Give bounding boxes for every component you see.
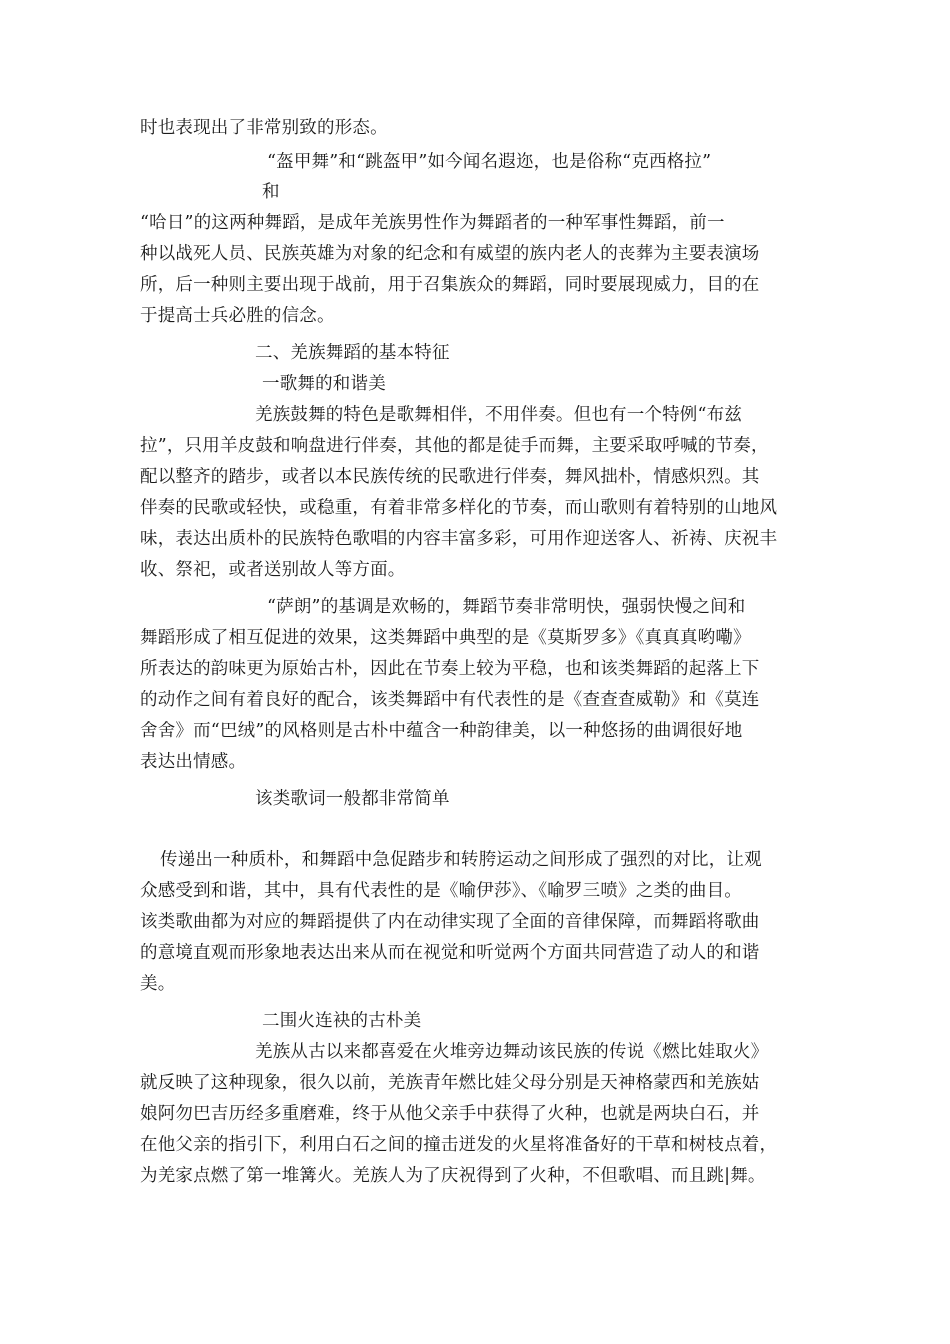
text-line: 传递出一种质朴，和舞蹈中急促踏步和转胯运动之间形成了强烈的对比，让观 [160,850,762,870]
section-heading: 二、羌族舞蹈的基本特征 [255,343,450,363]
text-line: 配以整齐的踏步，或者以本民族传统的民歌进行伴奏，舞风拙朴，情感炽烈。其 [140,467,760,487]
text-line: 拉”，只用羊皮鼓和响盘进行伴奏，其他的都是徒手而舞，主要采取呼喊的节奏， [140,436,769,456]
text-line: 伴奏的民歌或轻快，或稳重，有着非常多样化的节奏，而山歌则有着特别的山地风 [140,498,778,518]
text-line: 种以战死人员、民族英雄为对象的纪念和有威望的族内老人的丧葬为主要表演场 [140,244,760,264]
text-line: 收、祭祀，或者送别故人等方面。 [140,560,406,580]
text-line: 为羌家点燃了第一堆篝火。羌族人为了庆祝得到了火种，不但歌唱、而且跳|舞。 [140,1166,766,1186]
text-line: 美。 [140,974,176,994]
text-line: 该类歌曲都为对应的舞蹈提供了内在动律实现了全面的音律保障，而舞蹈将歌曲 [140,912,760,932]
text-line: 所，后一种则主要出现于战前，用于召集族众的舞蹈，同时要展现威力，目的在 [140,275,760,295]
text-line: “盔甲舞”和“跳盔甲”如今闻名遐迩，也是俗称“克西格拉” [267,152,712,172]
text-line: 该类歌词一般都非常简单 [255,789,450,809]
text-line: 羌族从古以来都喜爱在火堆旁边舞动该民族的传说《燃比娃取火》 [255,1042,769,1062]
text-line: 于提高士兵必胜的信念。 [140,306,335,326]
text-line: “哈日”的这两种舞蹈，是成年羌族男性作为舞蹈者的一种军事性舞蹈，前一 [140,213,725,233]
text-line: 舞蹈形成了相互促进的效果，这类舞蹈中典型的是《莫斯罗多》《真真真哟嘞》 [140,628,751,648]
text-line: “萨朗”的基调是欢畅的，舞蹈节奏非常明快，强弱快慢之间和 [267,597,746,617]
text-line: 在他父亲的指引下，利用白石之间的撞击迸发的火星将准备好的干草和树枝点着， [140,1135,778,1155]
text-line: 时也表现出了非常别致的形态。 [140,118,388,138]
text-line: 的意境直观而形象地表达出来从而在视觉和听觉两个方面共同营造了动人的和谐 [140,943,760,963]
text-line: 舍舍》而“巴绒”的风格则是古朴中蕴含一种韵律美，以一种悠扬的曲调很好地 [140,721,743,741]
text-line: 味，表达出质朴的民族特色歌唱的内容丰富多彩，可用作迎送客人、祈祷、庆祝丰 [140,529,778,549]
text-line: 和 [262,182,280,202]
text-line: 娘阿勿巴吉历经多重磨难，终于从他父亲手中获得了火种，也就是两块白石，并 [140,1104,760,1124]
text-line: 所表达的韵味更为原始古朴，因此在节奏上较为平稳，也和该类舞蹈的起落上下 [140,659,760,679]
text-line: 羌族鼓舞的特色是歌舞相伴，不用伴奏。但也有一个特例“布兹 [255,405,743,425]
text-line: 表达出情感。 [140,752,247,772]
subsection-heading: 一歌舞的和谐美 [262,374,386,394]
text-line: 就反映了这种现象，很久以前，羌族青年燃比娃父母分别是天神格蒙西和羌族姑 [140,1073,760,1093]
text-line: 众感受到和谐，其中，具有代表性的是《喻伊莎》、《喻罗三喷》之类的曲目。 [140,881,742,901]
subsection-heading: 二围火连袂的古朴美 [262,1011,422,1031]
text-line: 的动作之间有着良好的配合，该类舞蹈中有代表性的是《查查查威勒》和《莫连 [140,690,760,710]
